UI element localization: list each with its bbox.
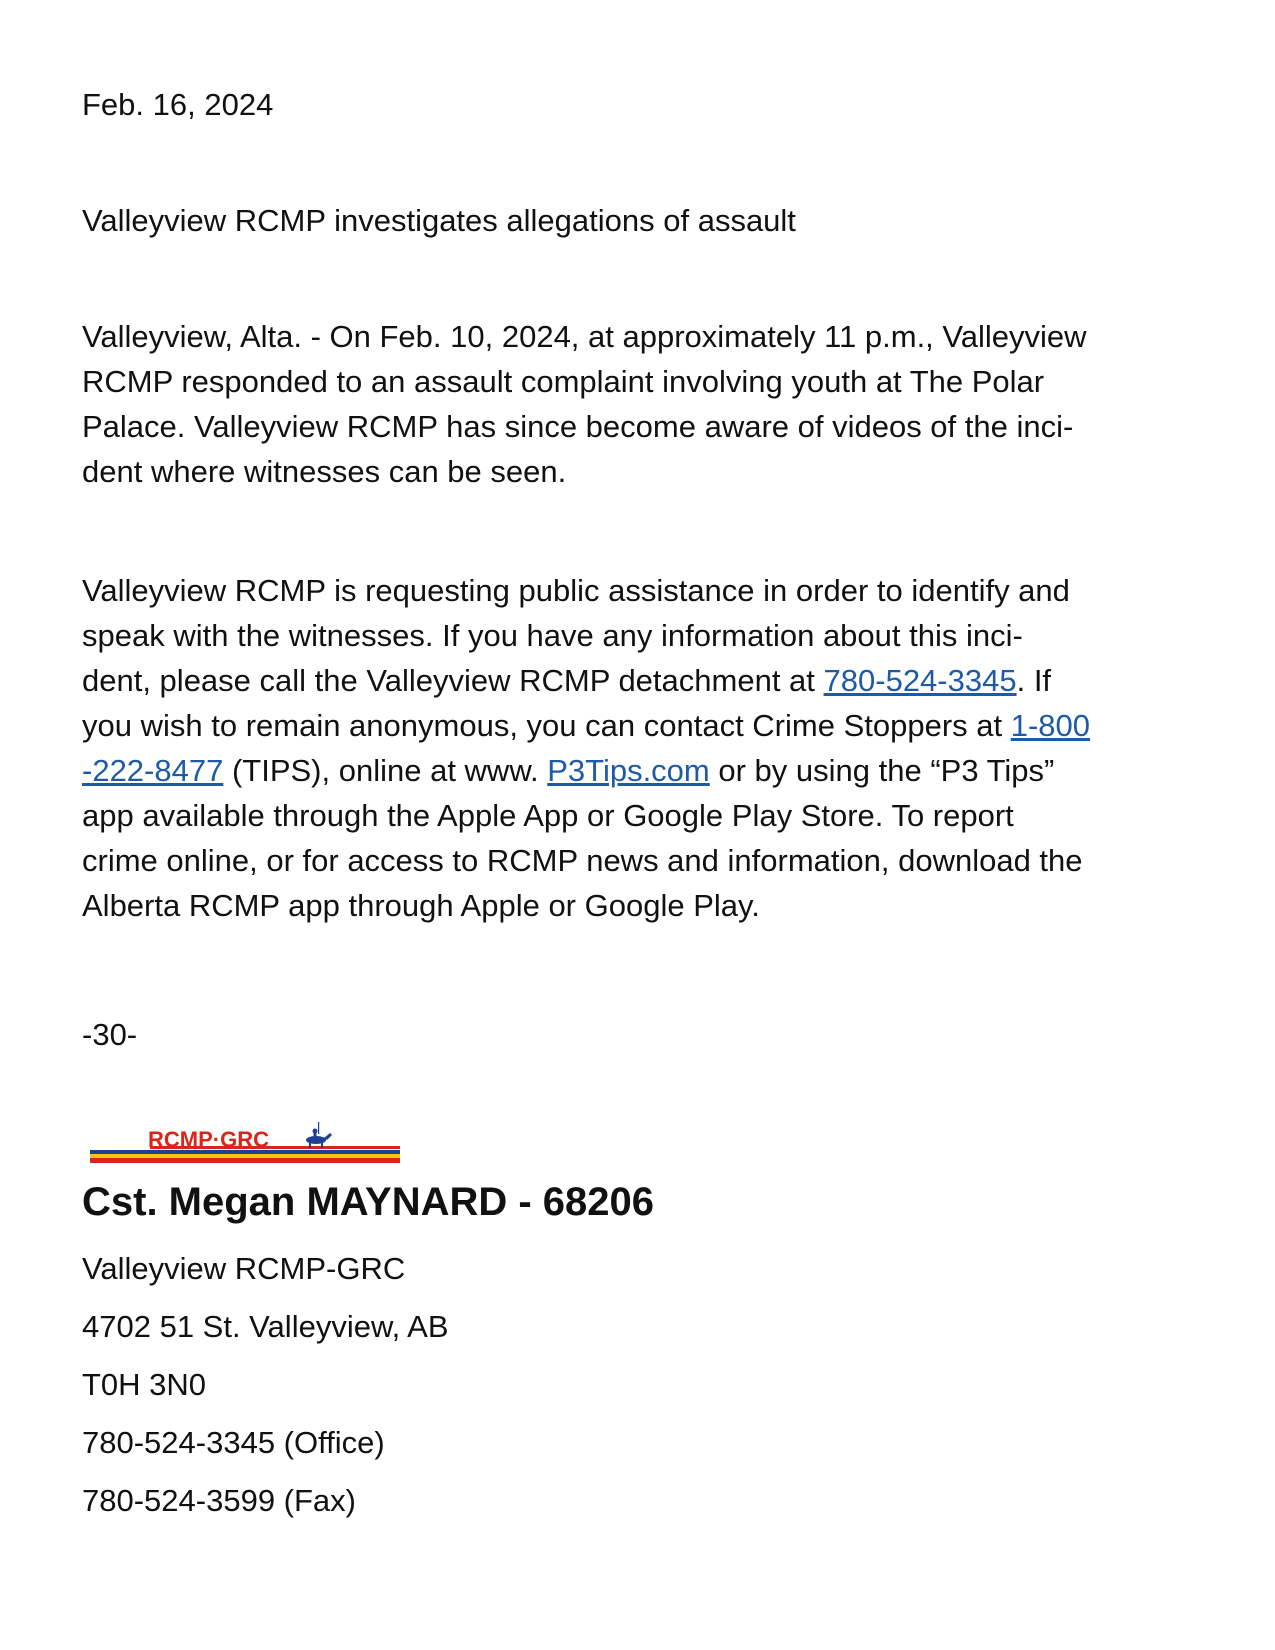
officer-name: Cst. Megan MAYNARD - 68206 <box>82 1180 655 1224</box>
paragraph-line: app available through the Apple App or Google Play Store. To report <box>82 798 1014 833</box>
paragraph-line: Alberta RCMP app through Apple or Google Play. <box>82 888 760 923</box>
crime-stoppers-phone-link[interactable]: 1-800 <box>1010 708 1091 743</box>
paragraph-line: Valleyview RCMP is requesting public assistance in order to identify and <box>82 573 1070 608</box>
paragraph-line: Valleyview, Alta. - On Feb. 10, 2024, at approximately 11 p.m., Valleyview <box>82 319 1087 354</box>
release-headline: Valleyview RCMP investigates allegations of assault <box>82 203 796 238</box>
paragraph-text: you wish to remain anonymous, you can contact Crime Stoppers at <box>82 708 1011 743</box>
contact-address: 4702 51 St. Valleyview, AB <box>82 1309 449 1344</box>
paragraph-line: dent where witnesses can be seen. <box>82 454 567 489</box>
p3tips-link[interactable]: P3Tips.com <box>547 753 710 788</box>
contact-postal-code: T0H 3N0 <box>82 1367 207 1402</box>
paragraph-text: or by using the “P3 Tips” <box>709 753 1055 788</box>
paragraph-line: speak with the witnesses. If you have any information about this inci- <box>82 618 1023 653</box>
logo-wordmark: RCMP·GRC <box>148 1127 269 1152</box>
paragraph-line: RCMP responded to an assault complaint involving youth at The Polar <box>82 364 1045 399</box>
assistance-paragraph <box>82 568 1090 928</box>
paragraph-line <box>82 748 1090 793</box>
paragraph-text: (TIPS), online at www. <box>223 753 548 788</box>
incident-paragraph <box>82 314 1087 494</box>
paragraph-line: Palace. Valleyview RCMP has since become aware of videos of the inci- <box>82 409 1074 444</box>
logo-stripe-yellow <box>90 1154 400 1158</box>
paragraph-line <box>82 703 1090 748</box>
paragraph-text: dent, please call the Valleyview RCMP detachment at <box>82 663 824 698</box>
contact-fax: 780-524-3599 (Fax) <box>82 1483 356 1518</box>
end-mark: -30- <box>82 1017 138 1052</box>
detachment-phone-link[interactable]: 780-524-3345 <box>823 663 1017 698</box>
mounted-rider-icon <box>306 1122 332 1148</box>
release-date: Feb. 16, 2024 <box>82 87 274 122</box>
rcmp-grc-logo <box>90 1120 410 1168</box>
contact-block <box>82 1240 449 1530</box>
crime-stoppers-phone-link-cont[interactable]: -222-8477 <box>82 753 224 788</box>
contact-office-phone: 780-524-3345 (Office) <box>82 1425 385 1460</box>
contact-detachment: Valleyview RCMP-GRC <box>82 1251 406 1286</box>
logo-stripe-red <box>90 1158 400 1163</box>
paragraph-text: . If <box>1016 663 1052 698</box>
paragraph-line: crime online, or for access to RCMP news and information, download the <box>82 843 1083 878</box>
paragraph-line <box>82 658 1090 703</box>
